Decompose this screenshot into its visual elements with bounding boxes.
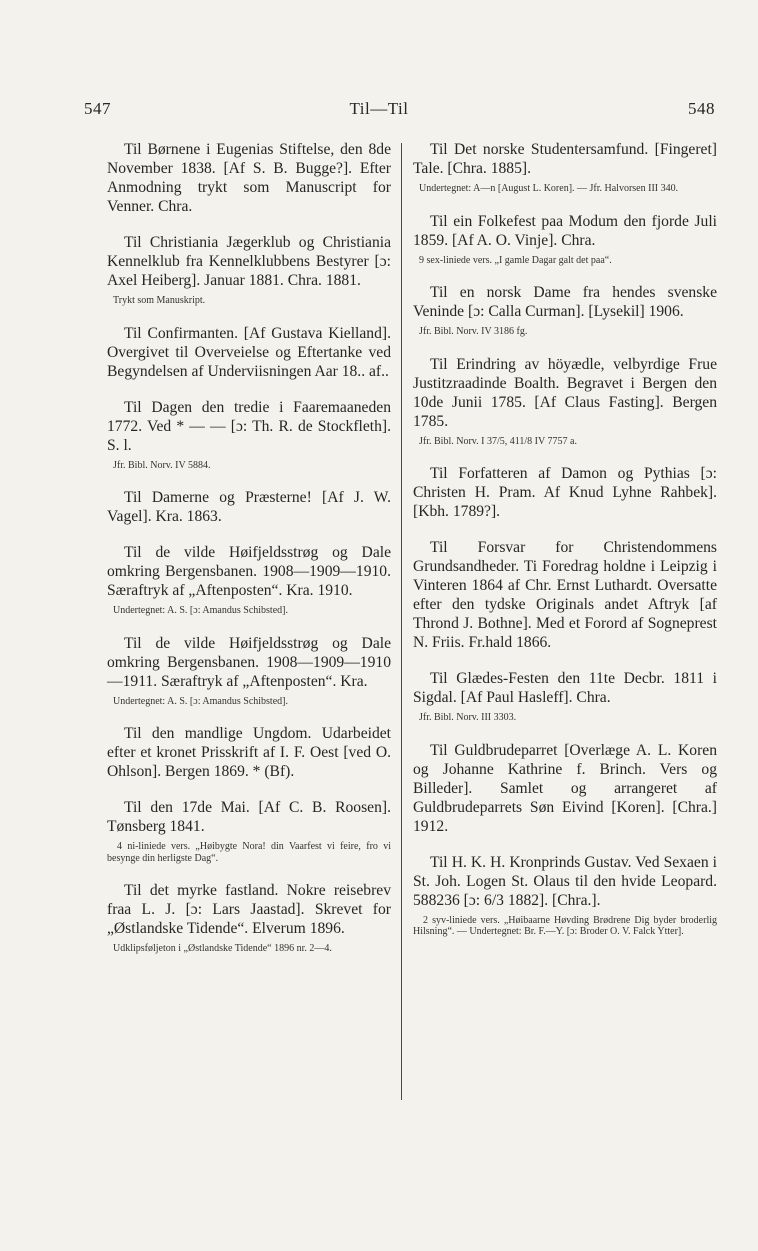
entry-note: 2 syv-liniede vers. „Høibaarne Høvding Brødrene Dig byder broderlig Hilsning“. — Undertegnet: Br. F.—Y. [ɔ: Broder O. V. Falck Ytter]. bbox=[413, 914, 717, 937]
entry-note: Trykt som Manuskript. bbox=[113, 295, 206, 306]
bibliography-entry bbox=[413, 212, 717, 267]
entry-text: Til det myrke fastland. Nokre reisebrev fraa L. J. [ɔ: Lars Jaastad]. Skrevet for „Østlandske Tidende“. Elverum 1896. bbox=[107, 882, 391, 937]
bibliography-entry bbox=[413, 538, 717, 652]
entry-text: Til de vilde Høifjeldsstrøg og Dale omkring Bergensbanen. 1908—1909—1910—1911. Særaftryk af „Aftenposten“. Kra. bbox=[107, 634, 391, 690]
entry-note: Undertegnet: A. S. [ɔ: Amandus Schibsted]. bbox=[113, 695, 288, 707]
entry-note: Jfr. Bibl. Norv. IV 5884. bbox=[113, 459, 211, 471]
bibliography-entry bbox=[413, 669, 717, 724]
entry-note: Undertegnet: A—n [August L. Koren]. — Jfr. Halvorsen III 340. bbox=[419, 183, 679, 194]
entry-text: Til Guldbrudeparret [Overlæge A. L. Koren og Johanne Kathrine f. Brinch. Vers og Billeder]. Samlet og arrangeret af Guldbrudeparrets Søn Eivind [Koren]. [Chra.] 1912. bbox=[413, 741, 717, 835]
bibliography-entry bbox=[413, 741, 717, 836]
entry-text: Til Christiania Jægerklub og Christiania Kennelklub fra Kennelklubbens Bestyrer [ɔ: Axel Heiberg]. Januar 1881. Chra. 1881. bbox=[107, 234, 391, 289]
bibliography-entry bbox=[107, 798, 391, 864]
entry-note: Jfr. Bibl. Norv. I 37/5, 411/8 IV 7757 a. bbox=[419, 435, 577, 447]
entry-text: Til Det norske Studentersamfund. [Fingeret] Tale. [Chra. 1885]. bbox=[413, 141, 717, 177]
bibliography-entry bbox=[413, 283, 717, 338]
entry-text: Til den 17de Mai. [Af C. B. Roosen]. Tønsberg 1841. bbox=[107, 799, 391, 835]
bibliography-entry bbox=[107, 634, 391, 708]
right-column bbox=[413, 140, 717, 955]
entry-note: Udklipsføljeton i „Østlandske Tidende“ 1896 nr. 2—4. bbox=[113, 943, 332, 954]
entry-text: Til Confirmanten. [Af Gustava Kielland]. Overgivet til Overveielse og Eftertanke ved Begyndelsen af Underviisningen Aar 18.. af.. bbox=[107, 324, 391, 380]
bibliography-entry bbox=[107, 543, 391, 617]
entry-note: Jfr. Bibl. Norv. III 3303. bbox=[419, 712, 517, 723]
entry-note: 9 sex-liniede vers. „I gamle Dagar galt det paa“. bbox=[419, 254, 612, 266]
running-head: Til—Til bbox=[349, 99, 409, 118]
column-divider bbox=[401, 143, 402, 1100]
entry-text: Til en norsk Dame fra hendes svenske Veninde [ɔ: Calla Curman]. [Lysekil] 1906. bbox=[413, 284, 717, 320]
page-number-right: 548 bbox=[688, 99, 715, 118]
bibliography-entry bbox=[107, 233, 391, 307]
entry-note: Undertegnet: A. S. [ɔ: Amandus Schibsted]. bbox=[113, 605, 288, 616]
entry-text: Til Børnene i Eugenias Stiftelse, den 8de November 1838. [Af S. B. Bugge?]. Efter Anmodning trykt som Manuscript for Venner. Chra. bbox=[107, 141, 391, 215]
entry-text: Til H. K. H. Kronprinds Gustav. Ved Sexaen i St. Joh. Logen St. Olaus til den hvide Leopard. 588236 [ɔ: 6/3 1882]. [Chra.]. bbox=[413, 853, 717, 909]
bibliography-entry bbox=[107, 488, 391, 526]
entry-text: Til den mandlige Ungdom. Udarbeidet efter et kronet Prisskrift af I. F. Oest [ved O. Ohlson]. Bergen 1869. * (Bf). bbox=[107, 725, 391, 780]
bibliography-entry bbox=[107, 324, 391, 381]
bibliography-entry bbox=[107, 724, 391, 781]
entry-note: Jfr. Bibl. Norv. IV 3186 fg. bbox=[419, 326, 528, 337]
bibliography-entry bbox=[413, 464, 717, 521]
entry-text: Til Dagen den tredie i Faaremaaneden 1772. Ved * — — [ɔ: Th. R. de Stockfleth]. S. l. bbox=[107, 398, 391, 454]
page-number-left: 547 bbox=[84, 99, 111, 118]
bibliography-entry bbox=[107, 881, 391, 955]
entry-text: Til Forfatteren af Damon og Pythias [ɔ: Christen H. Pram. Af Knud Lyhne Rahbek]. [Kbh. 1789?]. bbox=[413, 465, 717, 520]
left-column bbox=[107, 140, 391, 972]
entry-text: Til Damerne og Præsterne! [Af J. W. Vagel]. Kra. 1863. bbox=[107, 489, 391, 525]
bibliography-entry bbox=[107, 398, 391, 472]
entry-text: Til de vilde Høifjeldsstrøg og Dale omkring Bergensbanen. 1908—1909—1910. Særaftryk af „Aftenposten“. Kra. 1910. bbox=[107, 544, 391, 599]
entry-text: Til Forsvar for Christendommens Grundsandheder. Ti Foredrag holdne i Leipzig i Vinteren 1864 af Chr. Ernst Luthardt. Oversatte efter den tydske Originals andet Aftryk [af Thrond J. Bothne]. Med et Forord af Sogneprest N. Friis. Fr.hald 1866. bbox=[413, 539, 717, 651]
entry-text: Til Erindring av höyædle, velbyrdige Frue Justitzraadinde Boalth. Begravet i Bergen den 10de Junii 1785. [Af Claus Fasting]. Bergen 1785. bbox=[413, 355, 717, 430]
bibliography-entry bbox=[413, 355, 717, 448]
bibliography-entry bbox=[413, 853, 717, 938]
bibliography-entry bbox=[413, 140, 717, 195]
entry-text: Til Glædes-Festen den 11te Decbr. 1811 i Sigdal. [Af Paul Hasleff]. Chra. bbox=[413, 670, 717, 706]
bibliography-entry bbox=[107, 140, 391, 216]
entry-text: Til ein Folkefest paa Modum den fjorde Juli 1859. [Af A. O. Vinje]. Chra. bbox=[413, 212, 717, 249]
entry-note: 4 ni-liniede vers. „Høibygte Nora! din Vaarfest vi feire, fro vi besynge din herligste Dag“. bbox=[107, 841, 391, 864]
